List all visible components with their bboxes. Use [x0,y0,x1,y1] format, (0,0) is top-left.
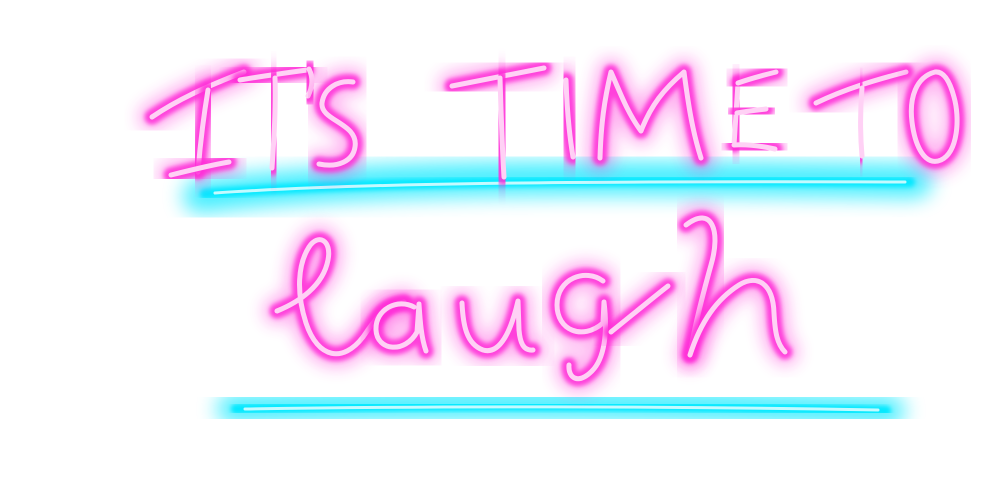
neon-pink-core-stroke [861,88,863,156]
cyan-underline-top [200,178,915,196]
cyan-underline-bottom [232,405,890,411]
neon-text-line-2 [277,218,785,379]
neon-text-line-1 [152,68,957,177]
